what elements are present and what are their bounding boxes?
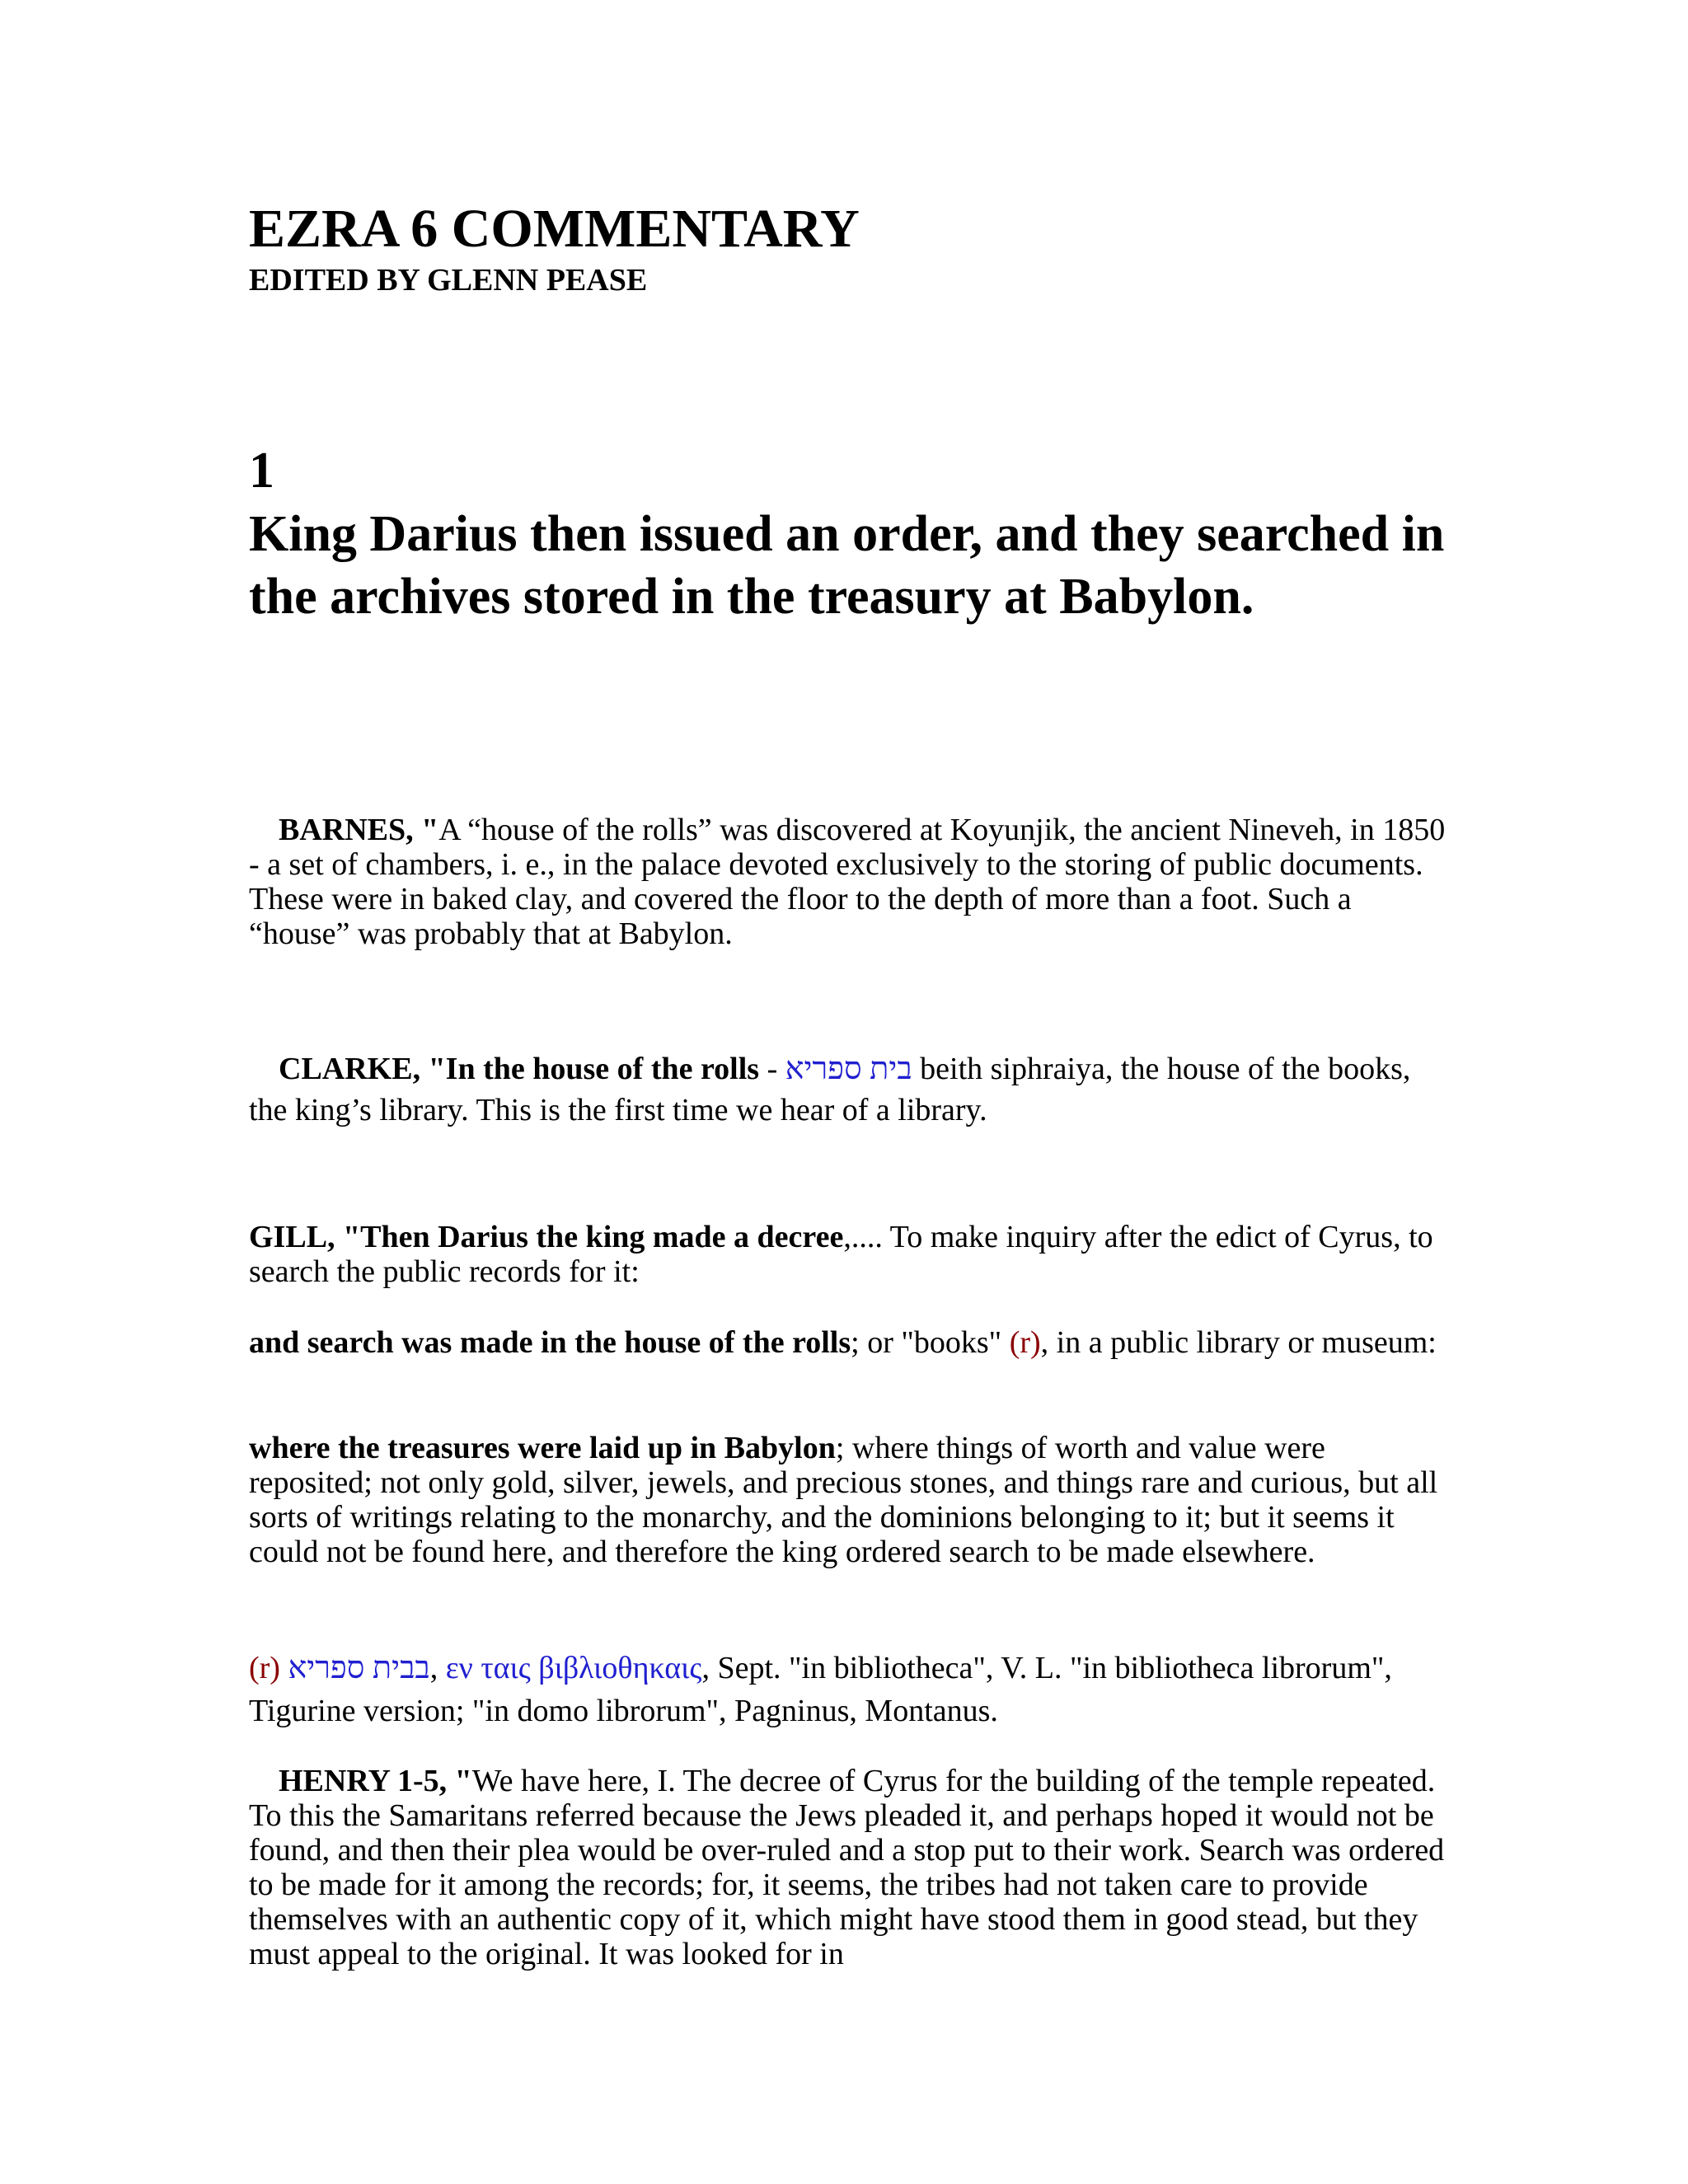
gill-text-3: ; where things of worth and value were reposited; not only gold, silver, jewels, and precious stones, and things rare and curious, but all sorts of writings relating to the monarchy, and the dominions belonging to it; but it seems it could not be found here, and therefore the king ordered search to be made elsewhere. [249,1431,1438,1569]
henry-label: HENRY 1-5, " [279,1764,472,1798]
verse-number: 1 [249,443,274,499]
gill-bold-3: where the treasures were laid up in Babylon [249,1431,836,1465]
gill-bold-2: and search was made in the house of the rolls [249,1325,851,1360]
gill-commentary-rolls [249,1325,1452,1360]
document-title: EZRA 6 COMMENTARY [249,199,860,259]
footnote-hebrew: בבית ספריא [288,1651,430,1685]
barnes-text: A “house of the rolls” was discovered at Koyunjik, the ancient Nineveh, in 1850 - a set of chambers, i. e., in the palace devoted exclusively to the storing of public documents. These were in baked clay, and covered the floor to the depth of more than a foot. Such a “house” was probably that at Babylon. [249,813,1446,951]
footnote-comma: , [429,1651,446,1685]
gill-text-2b: , in a public library or museum: [1040,1325,1437,1360]
verse-text: King Darius then issued an order, and they searched in the archives stored in the treasury at Babylon. [249,506,1445,625]
barnes-commentary [249,813,1452,951]
clarke-dash: - [759,1052,785,1086]
footnote-ref: (r) [249,1651,280,1685]
barnes-label: BARNES, " [279,813,439,847]
clarke-text: beith siphraiya, the house of the books, the king’s library. This is the first time we hear of a library. [249,1052,1411,1127]
footnote-greek: εν ταις βιβλιοθηκαις [445,1651,702,1685]
henry-text: We have here, I. The decree of Cyrus for the building of the temple repeated. To this the Samaritans referred because the Jews pleaded it, and perhaps hoped it would not be found, and then their plea would be over-ruled and a stop put to their work. Search was ordered to be made for it among the records; for, it seems, the tribes had not taken care to provide themselves with an authentic copy of it, which might have stood them in good stead, but they must appeal to the original. It was looked for in [249,1764,1445,1971]
gill-text-2a: ; or "books" [851,1325,1010,1360]
gill-footnote-ref: (r) [1009,1325,1041,1360]
gill-commentary-treasures [249,1431,1452,1569]
document-subtitle: EDITED BY GLENN PEASE [249,263,648,298]
clarke-commentary [249,1048,1452,1131]
clarke-hebrew: בית ספריא [785,1052,912,1086]
gill-text-1: ,.... To make inquiry after the edict of Cyrus, to search the public records for it: [249,1220,1433,1289]
gill-label: GILL, "Then Darius the king made a decree [249,1220,844,1254]
clarke-label: CLARKE, "In the house of the rolls [279,1052,760,1086]
gill-commentary-intro [249,1220,1452,1289]
footnote-text: , Sept. "in bibliotheca", V. L. "in bibliotheca librorum", Tigurine version; "in domo librorum", Pagninus, Montanus. [249,1651,1392,1728]
gill-footnote [249,1647,1452,1732]
henry-commentary [249,1764,1452,1971]
